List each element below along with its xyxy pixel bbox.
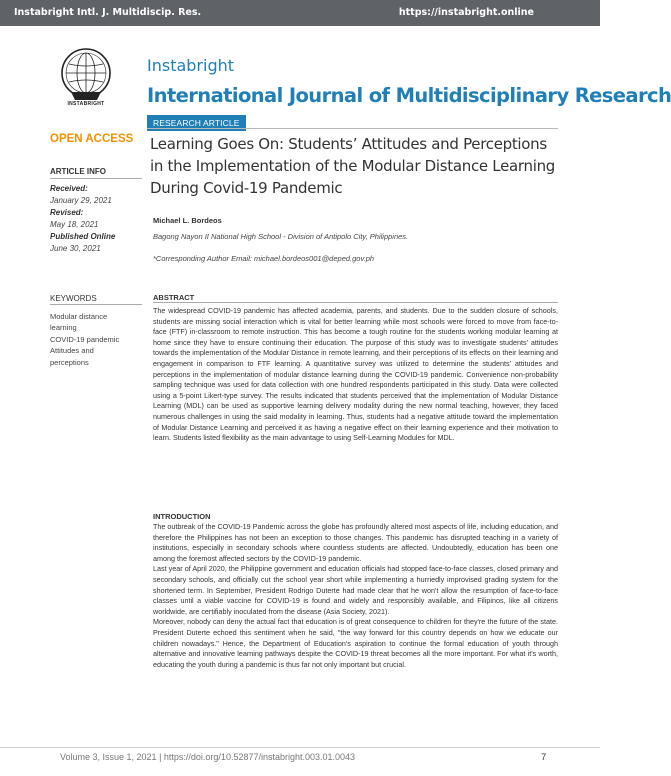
divider <box>50 178 142 179</box>
keyword: COVID-19 pandemic <box>50 334 120 344</box>
divider <box>50 304 142 305</box>
author-affiliation: Bagong Nayon II National High School - Division of Antipolo City, Philippines. <box>153 232 409 241</box>
footer-citation: Volume 3, Issue 1, 2021 | https://doi.org/10.52877/instabright.003.01.0043 <box>60 752 356 762</box>
corresponding-author: *Corresponding Author Email: michael.bordeos001@deped.gov.ph <box>153 254 375 263</box>
paragraph: The outbreak of the COVID-19 Pandemic across the globe has profoundly altered most aspects of life, including education, and therefore the Philippines has not been an exception to those changes. This pandemic has disrupted teaching in a variety of institutions, especially in secondary schools where countless students are affected. Undoubtedly, education has been one among the foremost affected sectors by the COVID-19 pandemic. <box>153 522 558 563</box>
page-number: 7 <box>541 752 547 763</box>
keyword: Attitudes and <box>50 346 94 356</box>
received-label: Received: <box>50 184 88 193</box>
open-access-label: OPEN ACCESS <box>50 133 134 145</box>
journal-title: International Journal of Multidisciplinary Research <box>147 84 671 107</box>
revised-date: May 18, 2021 <box>50 220 99 229</box>
keyword: perceptions <box>50 357 89 367</box>
journal-url[interactable]: https://instabright.online <box>398 7 534 18</box>
paragraph: Last year of April 2020, the Philippine government and education officials had stopped face-to-face classes, closed primary and secondary schools, and officially cut the school year short while implementing a hurriedly improvised grading system for the shortened term. In September, President Rodrigo Duterte had made clear that he won't allow the resumption of face-to-face classes until a viable vaccine for COVID-19 is found and widely and responsibly available, and Filipinos, like all citizens worldwide, are certifiably inoculated from the disease (Asia Society, 2021). <box>153 564 558 616</box>
running-header <box>0 0 600 26</box>
instabright-logo-icon <box>57 46 115 104</box>
publisher-name: Instabright <box>147 56 235 75</box>
divider <box>153 302 558 303</box>
divider <box>147 128 558 129</box>
divider <box>0 747 600 748</box>
research-article-badge: RESEARCH ARTICLE <box>147 115 246 131</box>
introduction-heading: INTRODUCTION <box>153 512 211 521</box>
keywords-list <box>50 311 150 368</box>
article-info-heading: ARTICLE INFO <box>50 167 106 176</box>
published-label: Published Online <box>50 232 116 241</box>
abstract-text: The widespread COVID-19 pandemic has affected academia, parents, and students. Due to the sudden closure of schools, students are missing social interaction which is vital for better learning while most schools were forced to move from face-to-face (FTF) in-classroom to remote instruction. This has become a tough routine for the students working modular learning at home since they have to ensure continuing their education. The purpose of this study was to investigate students' attitudes towards the implementation of the Modular Distance in remote learning, and their perceptions of its effects on their learning and engagement in comparison to FTF learning. A quantitative survey was utilized to determine the students' attitudes and perceptions in the implementation of modular distance learning during the COVID-19 pandemic. Convenience non-probability sampling technique was used for data collection with one hundred respondents participated in this study. Data were collected using a 5-point Likert-type survey. The results indicated that students perceived that the implementation of Modular Distance Learning (MDL) can be used as supportive learning delivery modality during the new normal teaching, however, they faced numerous challenges in using the said modality in learning. Thus, students had a negative attitude toward the implementation of Modular Distance Learning and perceived it as having a negative effect on their learning experience and their motivation to learn. Students listed flexibility as the main advantage to using Self-Learning Modules for MDL. <box>153 306 558 443</box>
keywords-heading: KEYWORDS <box>50 294 97 303</box>
keyword: Modular distance <box>50 312 108 321</box>
published-date: June 30, 2021 <box>50 244 101 253</box>
revised-label: Revised: <box>50 208 84 217</box>
logo-wordmark: INSTABRIGHT <box>67 101 105 107</box>
article-title: Learning Goes On: Students’ Attitudes and Perceptions in the Implementation of the Modular Distance Learning During Covid-19 Pandemic <box>150 135 556 197</box>
received-date: January 29, 2021 <box>50 196 112 205</box>
introduction-text <box>153 522 558 670</box>
keyword: learning <box>50 323 77 333</box>
author-name: Michael L. Bordeos <box>153 216 222 225</box>
journal-short-name: Instabright Intl. J. Multidiscip. Res. <box>14 7 202 18</box>
abstract-heading: ABSTRACT <box>153 293 195 302</box>
paragraph: Moreover, nobody can deny the actual fact that education is of great consequence to children for they're the future of the state. President Duterte echoed this sentiment when he said, "the way forward for this country depends on how we educate our children nowadays." Hence, the Department of Education's aspiration to continue the formal education of youth through alternative and innovative learning pathways despite the COVID-19 threat becomes all the more important. For what it's worth, educating the youth during a pandemic is thus far not only important but crucial. <box>153 617 558 669</box>
